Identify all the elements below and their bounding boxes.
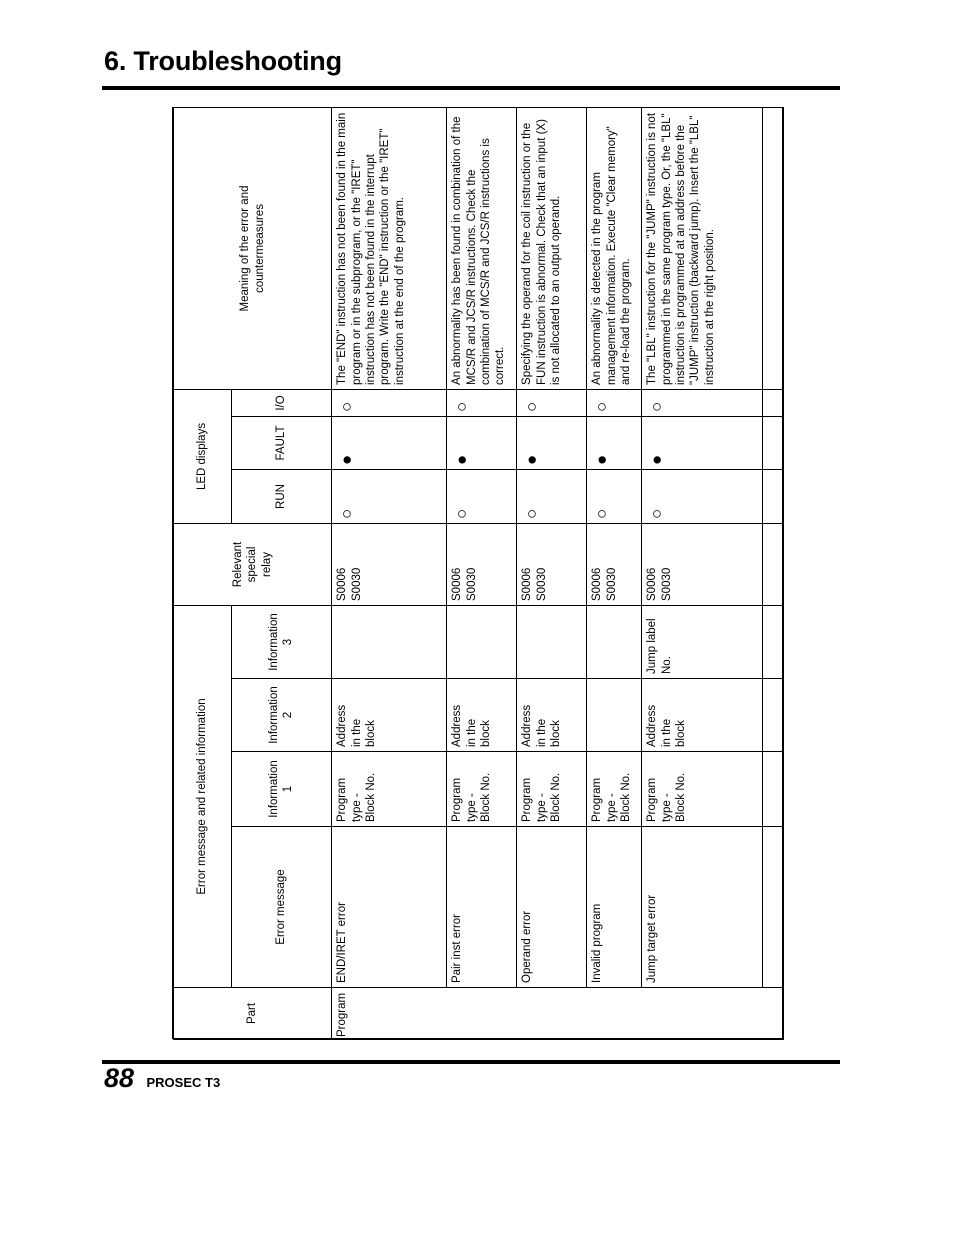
table-row — [332, 107, 447, 1039]
header-run: RUN — [231, 470, 331, 524]
io-led-icon: ○ — [332, 389, 447, 416]
error-table — [173, 107, 784, 1040]
run-led-icon: ○ — [517, 470, 587, 524]
info3-cell — [332, 606, 447, 679]
relay-cell: S0006 S0030 — [447, 524, 517, 606]
error-message-cell: Invalid program — [587, 827, 642, 988]
product-name: PROSEC T3 — [146, 1075, 221, 1090]
header-fault: FAULT — [231, 417, 331, 470]
run-led-icon: ○ — [332, 470, 447, 524]
io-led-icon: ○ — [587, 389, 642, 416]
meaning-cell: An abnormality is detected in the program management information. Execute "Clear memory" and re-load the program. — [587, 107, 642, 389]
relay-cell: S0006 S0030 — [642, 524, 763, 606]
fault-led-icon: ● — [642, 417, 763, 470]
info3-cell — [447, 606, 517, 679]
info3-cell: Jump label No. — [642, 606, 763, 679]
info1-cell: Program type - Block No. — [332, 752, 447, 827]
run-led-icon: ○ — [447, 470, 517, 524]
header-meaning: Meaning of the error and countermeasures — [174, 107, 332, 389]
fault-led-icon: ● — [517, 417, 587, 470]
empty-cell — [763, 470, 784, 524]
empty-cell — [763, 679, 784, 752]
info1-cell: Program type - Block No. — [642, 752, 763, 827]
info3-cell — [517, 606, 587, 679]
header-info2: Information 2 — [231, 679, 331, 752]
empty-cell — [763, 606, 784, 679]
empty-cell — [763, 389, 784, 416]
part-cell: Program — [332, 988, 784, 1040]
run-led-icon: ○ — [642, 470, 763, 524]
relay-cell: S0006 S0030 — [332, 524, 447, 606]
run-led-icon: ○ — [587, 470, 642, 524]
fault-led-icon: ● — [332, 417, 447, 470]
empty-cell — [763, 752, 784, 827]
meaning-cell: The "END" instruction has not been found in the main program or in the subprogram, or the "IRET" instruction has not been found in the interrupt program. Write the "END" instruction or the "IRET" instruction at the end of the program. — [332, 107, 447, 389]
io-led-icon: ○ — [642, 389, 763, 416]
fault-led-icon: ● — [587, 417, 642, 470]
meaning-cell: The "LBL" instruction for the "JUMP" instruction is not programmed in the same program type. Or, the "LBL" instruction is programmed at an address before the "JUMP" instruction (backward jump). Insert the "LBL" instruction at the right position. — [642, 107, 763, 389]
info2-cell: Address in the block — [332, 679, 447, 752]
empty-cell — [763, 107, 784, 389]
error-message-cell: END/IRET error — [332, 827, 447, 988]
header-error-message: Error message — [231, 827, 331, 988]
error-message-cell: Pair inst error — [447, 827, 517, 988]
info2-cell: Address in the block — [517, 679, 587, 752]
header-rule — [102, 86, 840, 90]
empty-cell — [763, 827, 784, 988]
page-title: 6. Troubleshooting — [104, 46, 342, 76]
io-led-icon: ○ — [517, 389, 587, 416]
page-number: 88 — [104, 1063, 135, 1093]
meaning-cell: An abnormality has been found in combination of the MCS/R and JCS/R instructions. Check the combination of MCS/R and JCS/R instructions is correct. — [447, 107, 517, 389]
empty-row — [763, 107, 784, 1039]
error-message-cell: Jump target error — [642, 827, 763, 988]
meaning-cell: Specifying the operand for the coil instruction or the FUN instruction is abnormal. Check that an input (X) is not allocated to an output operand. — [517, 107, 587, 389]
header-io: I/O — [231, 389, 331, 416]
empty-cell — [763, 417, 784, 470]
info2-cell: Address in the block — [447, 679, 517, 752]
relay-cell: S0006 S0030 — [587, 524, 642, 606]
table-row — [517, 107, 587, 1039]
page-footer — [104, 1063, 220, 1094]
header-info1: Information 1 — [231, 752, 331, 827]
header-relay: Relevant special relay — [174, 524, 332, 606]
table-row — [642, 107, 763, 1039]
empty-cell — [763, 524, 784, 606]
header-part: Part — [174, 988, 332, 1040]
fault-led-icon: ● — [447, 417, 517, 470]
error-message-cell: Operand error — [517, 827, 587, 988]
header-error-group: Error message and related information — [174, 606, 232, 988]
info3-cell — [587, 606, 642, 679]
info2-cell — [587, 679, 642, 752]
info2-cell: Address in the block — [642, 679, 763, 752]
header-row-1 — [174, 107, 232, 1039]
info1-cell: Program type - Block No. — [447, 752, 517, 827]
info1-cell: Program type - Block No. — [587, 752, 642, 827]
relay-cell: S0006 S0030 — [517, 524, 587, 606]
table-row — [447, 107, 517, 1039]
header-info3: Information 3 — [231, 606, 331, 679]
error-table-frame — [172, 107, 783, 1039]
header-led-group: LED displays — [174, 389, 232, 523]
info1-cell: Program type - Block No. — [517, 752, 587, 827]
io-led-icon: ○ — [447, 389, 517, 416]
table-row — [587, 107, 642, 1039]
